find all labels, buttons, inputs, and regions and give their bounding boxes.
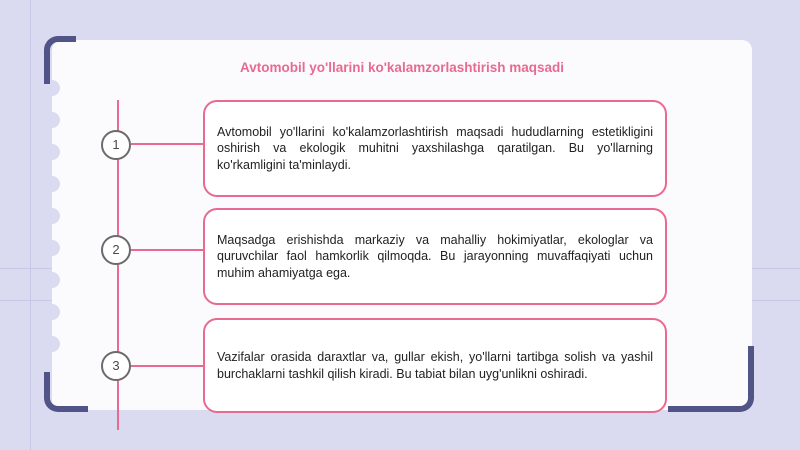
notebook-hole <box>40 336 60 352</box>
frame-corner-bottom-left <box>44 372 88 412</box>
step-connector <box>131 365 203 367</box>
step-number-badge: 2 <box>101 235 131 265</box>
step-number-badge: 3 <box>101 351 131 381</box>
step-connector <box>131 249 203 251</box>
slide-title: Avtomobil yo'llarini ko'kalamzorlashtirish maqsadi <box>239 60 564 75</box>
notebook-hole <box>40 144 60 160</box>
notebook-hole <box>40 272 60 288</box>
step-box <box>203 100 667 197</box>
step-text: Vazifalar orasida daraxtlar va, gullar ekish, yo'llarni tartibga solish va yashil burchaklarni tashkil qilish kiradi. Bu tabiat bilan uyg'unlikni oshiradi. <box>217 350 653 381</box>
step-connector <box>131 143 203 145</box>
notebook-hole <box>40 112 60 128</box>
step-text: Avtomobil yo'llarini ko'kalamzorlashtirish maqsadi hududlarning estetikligini oshirish va ekologik muhitni yaxshilashga qaratilgan. Bu yo'llarning ko'rkamligini ta'minlaydi. <box>217 124 653 172</box>
step-text: Maqsadga erishishda markaziy va mahalliy hokimiyatlar, ekologlar va quruvchilar faol hamkorlik qilmoqda. Bu jarayonning muvaffaqiyati uchun muhim ahamiyatga ega. <box>217 232 653 280</box>
notebook-hole <box>40 240 60 256</box>
background-grid-line <box>30 0 31 450</box>
step-number-badge: 1 <box>101 130 131 160</box>
step-box <box>203 318 667 413</box>
notebook-hole <box>40 208 60 224</box>
step-box <box>203 208 667 305</box>
frame-corner-bottom-right <box>668 346 754 412</box>
notebook-hole <box>40 176 60 192</box>
notebook-hole <box>40 304 60 320</box>
